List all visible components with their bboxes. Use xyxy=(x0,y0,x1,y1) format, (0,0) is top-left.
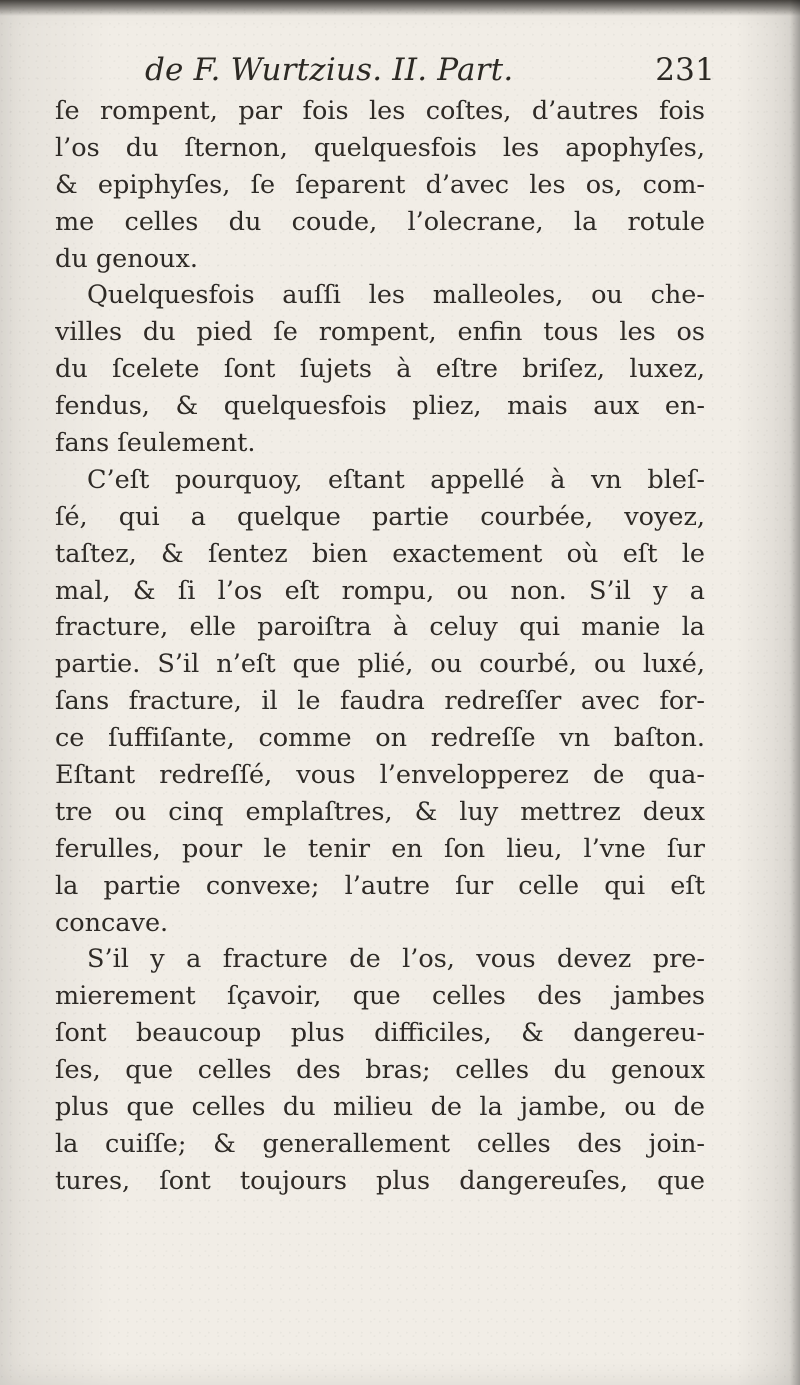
text-line: & epiphyſes, ſe ſeparent d’avec les os, com- xyxy=(55,169,705,200)
page-number: 231 xyxy=(655,52,715,88)
text-line: tures, ſont toujours plus dangereuſes, que xyxy=(55,1165,705,1196)
body-text xyxy=(55,93,705,1200)
text-line: mal, & ſi l’os eſt rompu, ou non. S’il y a xyxy=(55,575,705,606)
text-line: tre ou cinq emplaſtres, & luy mettrez deux xyxy=(55,796,705,827)
text-line: ſé, qui a quelque partie courbée, voyez, xyxy=(55,501,705,532)
running-head: de F. Wurtzius. II. Part. xyxy=(145,52,514,88)
text-line: la cuiſſe; & generallement celles des join- xyxy=(55,1128,705,1159)
text-line: fendus, & quelquesfois pliez, mais aux en- xyxy=(55,391,705,422)
text-line: ferulles, pour le tenir en ſon lieu, l’vne ſur xyxy=(55,833,705,864)
text-line: villes du pied ſe rompent, enfin tous les os xyxy=(55,317,705,348)
text-line: du genoux. xyxy=(55,243,198,274)
text-line: taſtez, & ſentez bien exactement où eſt le xyxy=(55,538,705,569)
page-header xyxy=(145,52,715,94)
paragraph-first-line: C’eſt pourquoy, eſtant appellé à vn bleſ- xyxy=(87,464,705,495)
paragraph-first-line: Quelquesfois auſſi les malleoles, ou che- xyxy=(87,280,705,311)
text-line: la partie convexe; l’autre ſur celle qui eſt xyxy=(55,870,705,901)
text-line: plus que celles du milieu de la jambe, ou de xyxy=(55,1092,705,1123)
text-line: fracture, elle paroiſtra à celuy qui manie la xyxy=(55,612,705,643)
text-line: concave. xyxy=(55,907,169,938)
text-line: Eſtant redreſſé, vous l’envelopperez de qua- xyxy=(55,760,705,791)
text-line: mierement ſçavoir, que celles des jambes xyxy=(55,981,705,1012)
text-line: ſes, que celles des bras; celles du genoux xyxy=(55,1055,705,1086)
text-line: ſans fracture, il le faudra redreſſer avec for- xyxy=(55,686,705,717)
paragraph-first-line: S’il y a fracture de l’os, vous devez pre- xyxy=(87,944,705,975)
text-line: l’os du ſternon, quelquesfois les apophyſes, xyxy=(55,132,705,163)
page-top-edge-shadow xyxy=(0,0,800,16)
text-line: ce ſuffiſante, comme on redreſſe vn baſton. xyxy=(55,723,705,754)
text-line: du ſcelete ſont ſujets à eſtre briſez, luxez, xyxy=(55,354,705,385)
text-line: me celles du coude, l’olecrane, la rotule xyxy=(55,206,705,237)
text-line: fans ſeulement. xyxy=(55,428,256,459)
page-right-edge-shadow xyxy=(790,0,800,1385)
text-line: ſont beaucoup plus difficiles, & dangereu- xyxy=(55,1018,705,1049)
text-line: ſe rompent, par fois les coſtes, d’autres fois xyxy=(55,96,705,126)
text-line: partie. S’il n’eſt que plié, ou courbé, ou luxé, xyxy=(55,649,705,680)
